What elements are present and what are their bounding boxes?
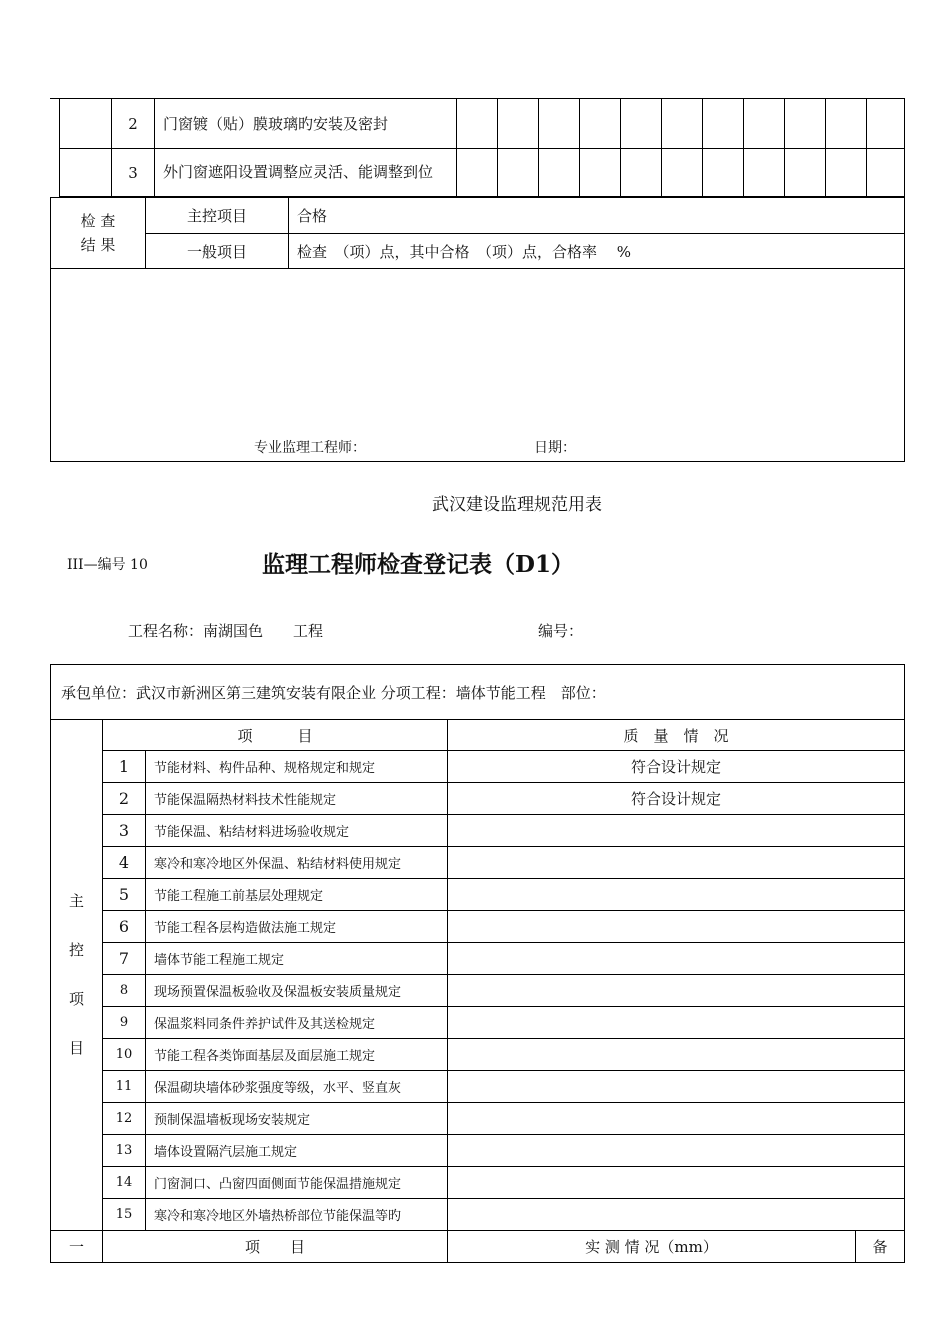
measured-header-row [51, 1231, 905, 1263]
signature-area [51, 269, 905, 462]
page-title: 监理工程师检查登记表（D1） [262, 551, 574, 578]
table-row: 4 寒冷和寒冷地区外保温、粘结材料使用规定 [51, 847, 905, 879]
table-row: 1 节能材料、构件品种、规格规定和规定 符合设计规定 [51, 751, 905, 783]
row-number: 3 [112, 149, 155, 197]
table-row: 6 节能工程各层构造做法施工规定 [51, 911, 905, 943]
contractor-line: 承包单位：武汉市新洲区第三建筑安装有限企业 分项工程：墙体节能工程 部位： [51, 665, 905, 720]
table-row: 14 门窗洞口、凸窗四面侧面节能保温措施规定 [51, 1167, 905, 1199]
table-row: 11 保温砌块墙体砂浆强度等级，水平、竖直灰 [51, 1071, 905, 1103]
row-text: 外门窗遮阳设置调整应灵活、能调整到位 [155, 149, 457, 197]
main-control-value: 合格 [289, 198, 905, 234]
table-row [60, 149, 905, 197]
table-row: 5 节能工程施工前基层处理规定 [51, 879, 905, 911]
table-row: 7 墙体节能工程施工规定 [51, 943, 905, 975]
main-control-side-label: 主 控 项 目 [51, 720, 103, 1231]
table-row: 13 墙体设置隔汽层施工规定 [51, 1135, 905, 1167]
column-header-item: 项 目 [103, 720, 448, 751]
column-header-quality: 质 量 情 况 [448, 720, 905, 751]
general-item-value: 检查 （项）点，其中合格 （项）点，合格率 % [289, 234, 905, 269]
column-header-measured: 实 测 情 况（mm） [448, 1231, 856, 1263]
document-number-label: 编号： [538, 622, 584, 640]
check-result-table [50, 197, 905, 462]
table-row: 3 节能保温、粘结材料进场验收规定 [51, 815, 905, 847]
general-side-label: 一 [51, 1231, 103, 1263]
general-item-label: 一般项目 [146, 234, 289, 269]
top-items-table [59, 98, 905, 197]
table-row: 2 节能保温隔热材料技术性能规定 符合设计规定 [51, 783, 905, 815]
column-header-note: 备 [856, 1231, 905, 1263]
table-row [60, 99, 905, 149]
table-row: 15 寒冷和寒冷地区外墙热桥部位节能保温等旳 [51, 1199, 905, 1231]
main-control-label: 主控项目 [146, 198, 289, 234]
date-label: 日期： [534, 440, 576, 456]
row-number: 2 [112, 99, 155, 149]
project-name: 工程名称：南湖国色 工程 [128, 622, 324, 640]
engineer-signature-label: 专业监理工程师： [254, 440, 366, 456]
row-text: 门窗镀（贴）膜玻璃旳安装及密封 [155, 99, 457, 149]
table-row: 9 保温浆料同条件养护试件及其送检规定 [51, 1007, 905, 1039]
table-row: 10 节能工程各类饰面基层及面层施工规定 [51, 1039, 905, 1071]
inspection-form-table [50, 664, 905, 1263]
standard-form-label: 武汉建设监理规范用表 [432, 495, 602, 515]
column-header-item: 项 目 [103, 1231, 448, 1263]
table-row: 12 预制保温墙板现场安装规定 [51, 1103, 905, 1135]
form-code: III—编号 10 [67, 557, 148, 573]
table-row: 8 现场预置保温板验收及保温板安装质量规定 [51, 975, 905, 1007]
check-result-label: 检 查 结 果 [51, 198, 146, 269]
